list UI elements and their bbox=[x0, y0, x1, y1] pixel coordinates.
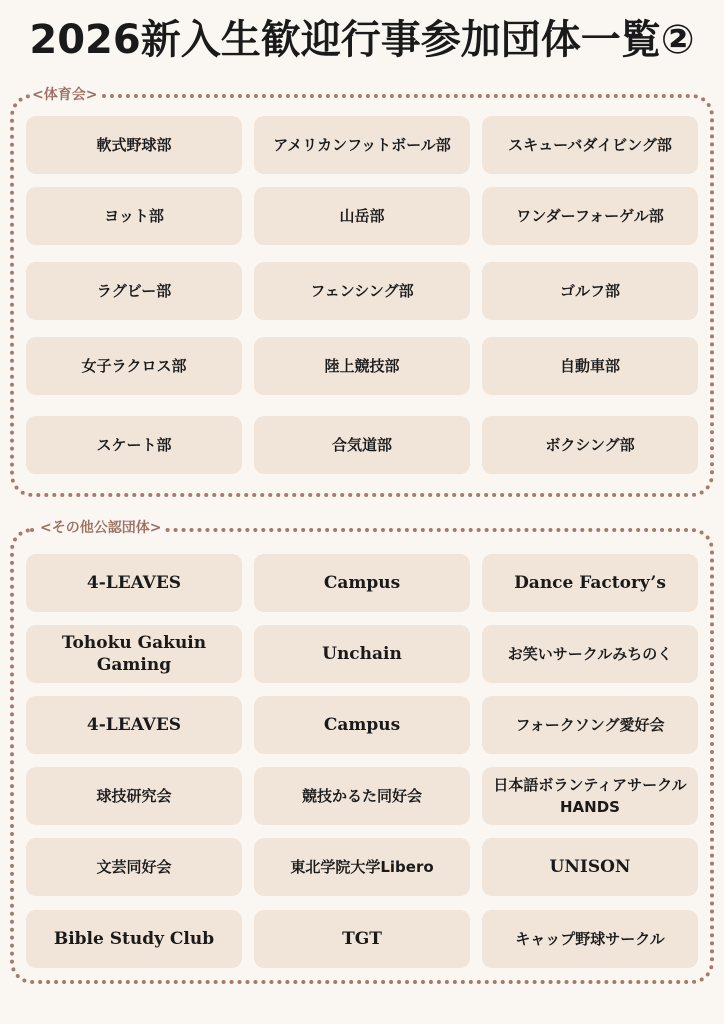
club-card bbox=[482, 337, 698, 395]
club-name: 4-LEAVES bbox=[86, 573, 182, 593]
club-card bbox=[482, 910, 698, 968]
club-card bbox=[254, 910, 470, 968]
club-name: Dance Factory’s bbox=[514, 573, 666, 593]
club-name: 山岳部 bbox=[339, 207, 385, 225]
page-title: 2026新入生歓迎行事参加団体一覧② bbox=[29, 17, 695, 63]
club-card bbox=[254, 696, 470, 754]
club-name: Tohoku Gakuin Gaming bbox=[61, 633, 207, 675]
club-card bbox=[26, 187, 242, 245]
club-card bbox=[26, 838, 242, 896]
club-name: Bible Study Club bbox=[53, 929, 215, 949]
club-name: Campus bbox=[323, 715, 401, 735]
club-name: ワンダーフォーゲル部 bbox=[516, 207, 664, 225]
others-section-label: <その他公認団体> bbox=[40, 520, 162, 536]
club-card bbox=[254, 262, 470, 320]
club-card bbox=[254, 116, 470, 174]
club-name: ヨット部 bbox=[104, 207, 164, 225]
club-name: 合気道部 bbox=[331, 436, 392, 454]
club-card bbox=[482, 554, 698, 612]
club-card bbox=[254, 767, 470, 825]
club-name: TGT bbox=[342, 929, 382, 949]
club-card bbox=[482, 116, 698, 174]
club-card bbox=[254, 337, 470, 395]
club-card bbox=[26, 625, 242, 683]
club-card bbox=[26, 767, 242, 825]
club-card bbox=[482, 838, 698, 896]
club-card bbox=[482, 767, 698, 825]
club-name: 自動車部 bbox=[559, 357, 620, 375]
club-name: ゴルフ部 bbox=[559, 282, 620, 300]
club-name: 陸上競技部 bbox=[324, 357, 400, 375]
club-card bbox=[254, 416, 470, 474]
club-card bbox=[482, 262, 698, 320]
club-name: 女子ラクロス部 bbox=[81, 357, 187, 375]
club-name: Unchain bbox=[322, 644, 402, 664]
club-name: 軟式野球部 bbox=[96, 136, 172, 154]
club-name: 4-LEAVES bbox=[86, 715, 182, 735]
club-name: アメリカンフットボール部 bbox=[273, 136, 451, 154]
club-card bbox=[482, 187, 698, 245]
club-name: Campus bbox=[323, 573, 401, 593]
club-name: 東北学院大学Libero bbox=[290, 858, 434, 876]
club-name: 日本語ボランティアサークル HANDS bbox=[493, 776, 687, 816]
sports-section-label: <体育会> bbox=[32, 87, 98, 103]
club-name: スケート部 bbox=[96, 436, 172, 454]
club-card bbox=[254, 838, 470, 896]
club-card bbox=[26, 416, 242, 474]
club-card bbox=[26, 554, 242, 612]
club-card bbox=[254, 554, 470, 612]
club-card bbox=[482, 416, 698, 474]
club-name: 競技かるた同好会 bbox=[301, 787, 422, 805]
club-card bbox=[26, 337, 242, 395]
club-card bbox=[482, 625, 698, 683]
club-card bbox=[254, 625, 470, 683]
club-name: 球技研究会 bbox=[96, 787, 172, 805]
club-name: フェンシング部 bbox=[310, 282, 414, 300]
club-card bbox=[254, 187, 470, 245]
club-name: UNISON bbox=[549, 857, 631, 877]
club-name: ボクシング部 bbox=[545, 436, 635, 454]
club-card bbox=[26, 696, 242, 754]
club-card bbox=[482, 696, 698, 754]
club-name: スキューバダイビング部 bbox=[508, 136, 672, 154]
club-name: お笑いサークルみちのく bbox=[507, 645, 673, 663]
club-name: キャップ野球サークル bbox=[515, 930, 665, 948]
club-card bbox=[26, 262, 242, 320]
club-card bbox=[26, 910, 242, 968]
club-name: ラグビー部 bbox=[96, 282, 172, 300]
club-card bbox=[26, 116, 242, 174]
club-name: フォークソング愛好会 bbox=[515, 716, 665, 734]
club-name: 文芸同好会 bbox=[96, 858, 172, 876]
